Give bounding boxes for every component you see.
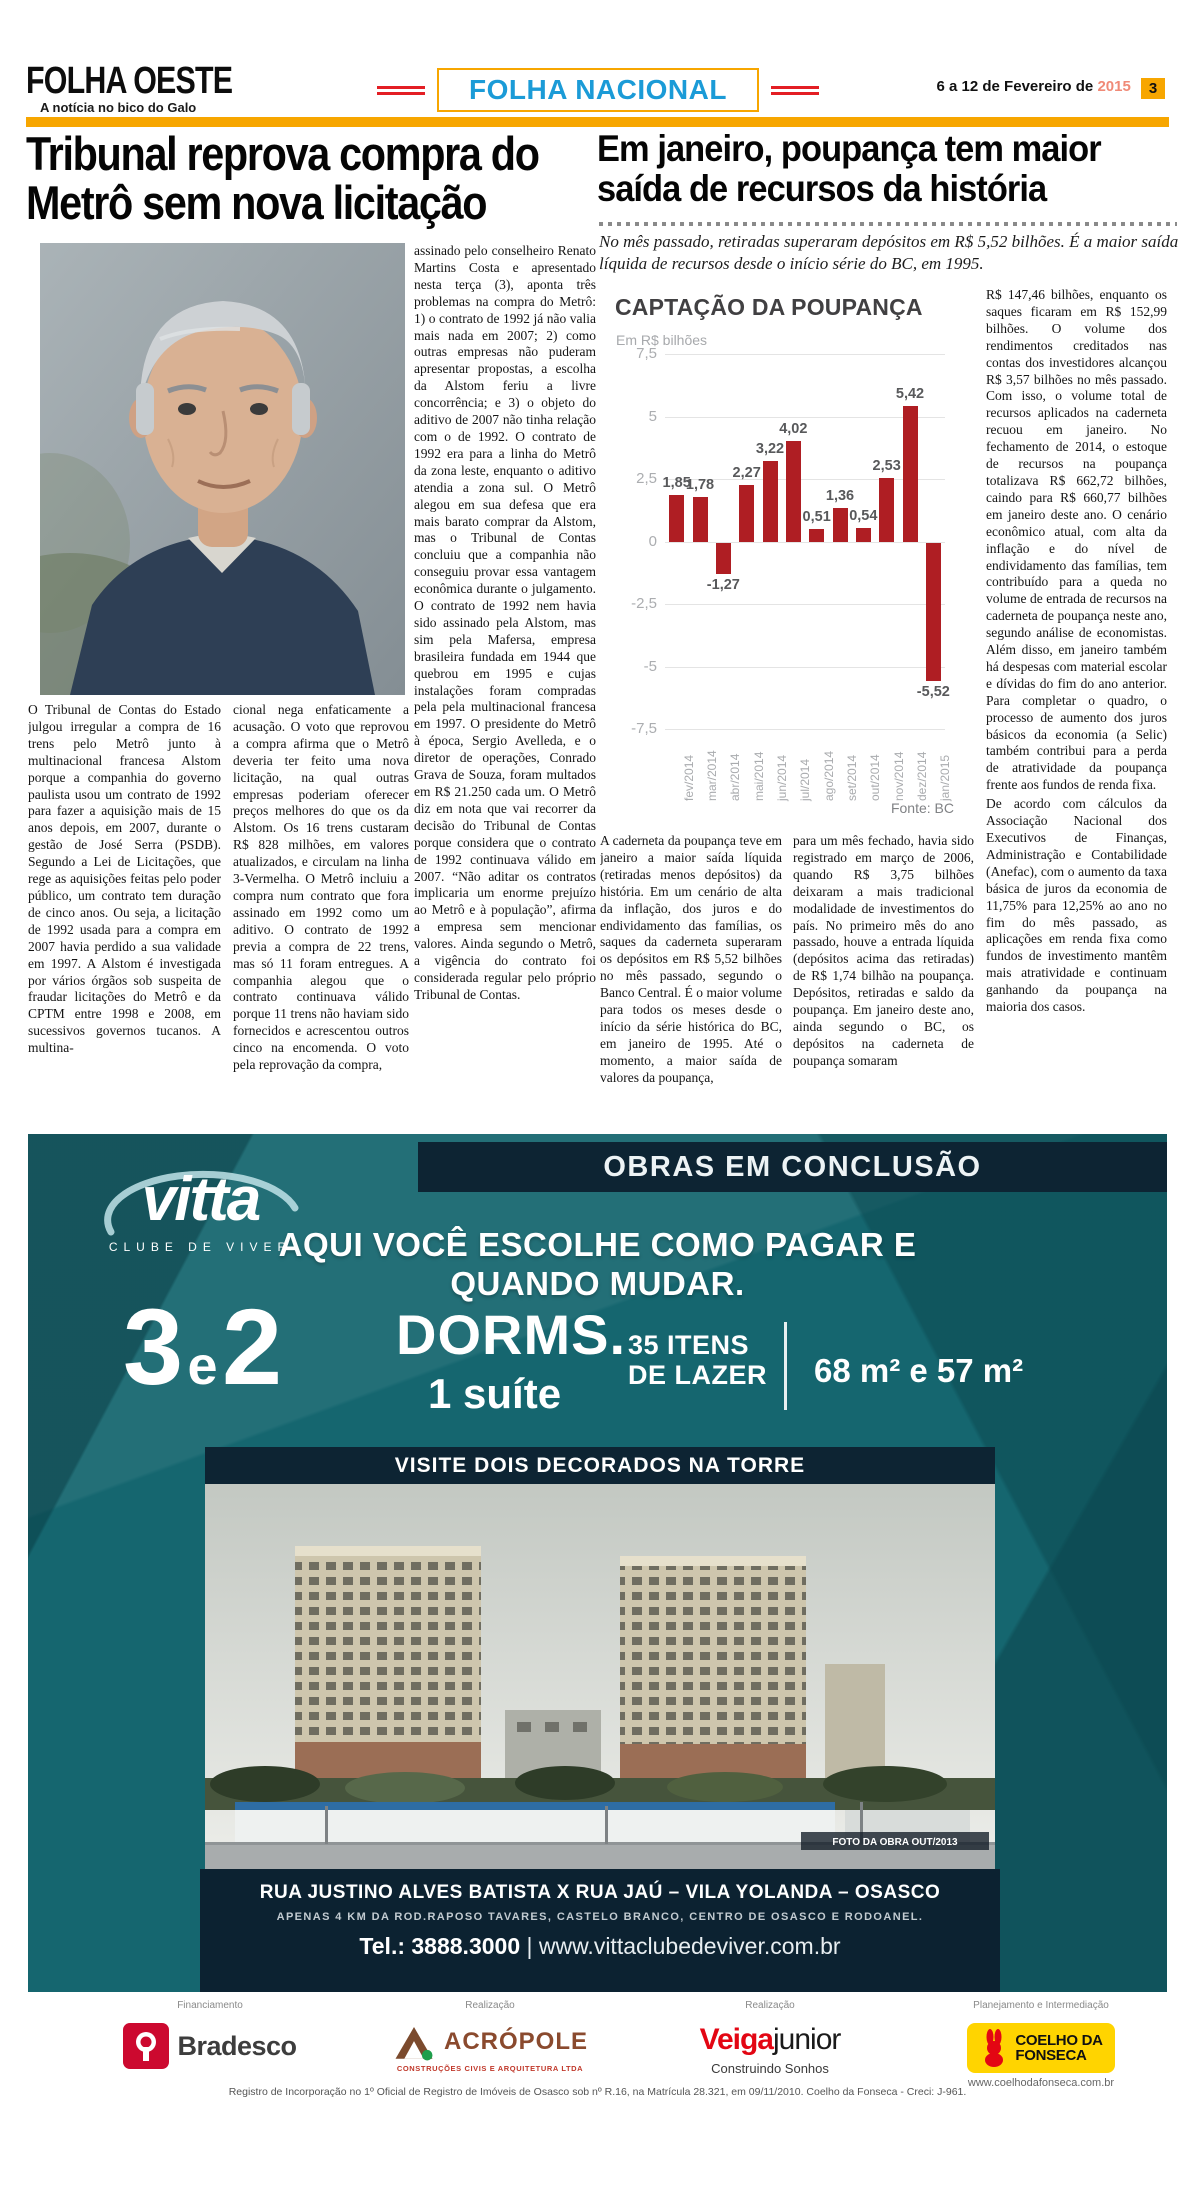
chart-xtick: jun/2014 <box>775 754 789 801</box>
veiga-name-rest: junior <box>773 2023 841 2056</box>
chart-value-label: 3,22 <box>755 441 785 457</box>
chart-value-label: 4,02 <box>779 421 808 437</box>
right-article-column-3 <box>986 287 1167 1129</box>
vitta-brand-name: vitta <box>141 1165 260 1234</box>
left-article-column-1: O Tribunal de Contas do Estado julgou irregular a compra de 16 trens pelo Metrô junto à multinacional francesa Alstom porque a companhia do governo paulista usou um contrato de 1992 para fazer a aquisição mais de 15 anos depois, em 2007, durante o gestão de José Serra (PSDB). Segundo a Lei de Licitações, que rege as aquisições feitas pelo poder público, um contrato tem duração de cinco anos. Ou seja, a licitação de 1992 usada para a compra em 2007 havia perdido a sua validade em 1997. A Alstom é investigada por vários órgãos sob suspeita de fraudar licitações do Metrô e da CPTM entre 1998 e 2008, em sucessivos governos tucanos. A multina- <box>28 702 221 1056</box>
ad-top-banner <box>418 1142 1167 1192</box>
unit-areas: 68 m² e 57 m² <box>814 1352 1024 1389</box>
chart-xtick: fev/2014 <box>681 754 696 801</box>
bradesco-logo-icon <box>123 2023 169 2069</box>
veiga-sub: Construindo Sonhos <box>711 2061 829 2076</box>
dorms-and: e <box>187 1336 218 1396</box>
leisure-items-line1: 35 ITENS <box>628 1330 750 1360</box>
chart-value-label: 1,78 <box>685 477 715 493</box>
chart-bar-dez/2014 <box>903 406 918 542</box>
right-article-col3-p2: De acordo com cálculos da Associação Nacional dos Executivos de Finanças, Administração e Contabilidade (Anefac), com o aumento da taxa básica de juros da economia de 11,75% para 12,25% ao ano no fim do mês passado, as aplicações em renda fixa como fundos de investimento mantêm mais atratividade e continuam ganhando da poupança na maioria dos casos. <box>986 796 1167 1015</box>
masthead-tagline: A notícia no bico do Galo <box>40 100 197 115</box>
ad-separator: | <box>526 1933 533 1959</box>
partner-label: Planejamento e Intermediação <box>973 2000 1109 2011</box>
ad-phone: Tel.: 3888.3000 <box>359 1933 521 1959</box>
chart-value-label: 2,27 <box>732 464 761 481</box>
chart-value-label: 5,42 <box>895 386 925 402</box>
coelho-sub: www.coelhodafonseca.com.br <box>967 2077 1115 2089</box>
section-title: FOLHA NACIONAL <box>437 68 759 112</box>
left-article-column-2: cional nega enfaticamente a acusação. O voto que reprovou a compra afirma que o Metrô deveria ter feito uma nova licitação, na qual outras empresas poderiam oferecer preços melhores do que os da Alstom. Os 16 trens custaram R$ 828 milhões, em valores atualizados, e circulam na linha 3-Vermelha. O Metrô incluiu a compra num contrato que fora assinado em 1992 como um aditivo. O contrato de 1992 previa a compra de 22 trens, mas só 11 foram entregues. A companhia alegou que o contrato continuava válido porque 11 trens não haviam sido fornecidos e acrescentou outros cinco na encomenda. O voto pela reprovação da compra, <box>233 702 409 1073</box>
chart-gridline <box>665 354 945 355</box>
bradesco-name: Bradesco <box>177 2030 297 2061</box>
visit-banner: VISITE DOIS DECORADOS NA TORRE <box>205 1447 995 1484</box>
chart-subtitle: Em R$ bilhões <box>616 332 708 348</box>
legal-registration-text: Registro de Incorporação no 1º Oficial de Registro de Imóveis de Osasco sob nº R.16, na Matrícula 28.321, em 09/11/2010. Coelho da Fonseca - Creci: J-961. <box>228 2086 967 2098</box>
veiga-name-accent: Veiga <box>699 2023 773 2056</box>
dorms-numbers <box>123 1286 283 1432</box>
dorms-suite: 1 suíte <box>428 1370 562 1417</box>
chart-bar-fev/2014 <box>669 495 684 541</box>
chart-value-label: 0,51 <box>802 508 831 525</box>
date-text: 6 a 12 de Fevereiro de <box>936 78 1094 95</box>
partner-veiga <box>650 2000 890 2076</box>
page-number: 3 <box>1141 78 1165 99</box>
chart-value-label: -5,52 <box>916 683 950 700</box>
spec-divider <box>784 1322 787 1410</box>
coelho-name <box>1015 2033 1102 2063</box>
coelho-logo-box <box>967 2023 1114 2073</box>
ad-address-sub: APENAS 4 KM DA ROD.RAPOSO TAVARES, CASTELO BRANCO, CENTRO DE OSASCO E RODOANEL. <box>276 1911 924 1923</box>
chart-xtick: mai/2014 <box>751 751 766 801</box>
chart-xtick: nov/2014 <box>891 751 906 801</box>
chart-bar-jun/2014 <box>763 461 778 542</box>
leisure-items <box>628 1330 767 1390</box>
ad-website: www.vittaclubedeviver.com.br <box>538 1933 841 1959</box>
chart-xtick: set/2014 <box>845 754 859 801</box>
building-photo-image <box>205 1484 995 1869</box>
chart-title: CAPTAÇÃO DA POUPANÇA <box>615 294 923 320</box>
dotted-rule <box>599 222 1177 226</box>
left-article-headline: Tribunal reprova compra do Metrô sem nova licitação <box>26 127 539 229</box>
leisure-items-line2: DE LAZER <box>628 1360 767 1390</box>
portrait-photo-image <box>40 243 405 695</box>
dorms-count-1: 3 <box>123 1286 184 1407</box>
chart-ytick: -2,5 <box>631 595 657 612</box>
ad-address-bar <box>200 1869 1000 1992</box>
dorms-count-2: 2 <box>222 1286 283 1407</box>
ad-banner-text: OBRAS EM CONCLUSÃO <box>603 1151 982 1183</box>
edition-date <box>937 78 1165 99</box>
chart-xtick: out/2014 <box>868 754 883 801</box>
ad-specs-row <box>28 1286 1167 1444</box>
right-article-headline: Em janeiro, poupança tem maior saída de recursos da história <box>597 128 1101 209</box>
savings-chart <box>597 288 982 830</box>
right-article-column-2: para um mês fechado, havia sido registrado em março de 2006, quando R$ 3,75 bilhões deixaram a mais tradicional modalidade de investimentos do país. No primeiro mês do ano passado, houve a entrada líquida (depósitos acima das retiradas) de R$ 1,74 bilhão na poupança. Depósitos, retiradas e saldo da poupança. Em janeiro deste ano, ainda segundo o BC, os depósitos na caderneta de poupança somaram <box>793 833 974 1068</box>
partner-label: Financiamento <box>177 2000 243 2011</box>
dorms-label: DORMS. <box>396 1303 626 1366</box>
partner-acropole <box>370 2000 610 2073</box>
right-article-deck: No mês passado, retiradas superaram depósitos em R$ 5,52 bilhões. É a maior saída líquida de recursos desde o início série do BC, em 1995. <box>599 232 1179 273</box>
chart-bar-mar/2014 <box>693 497 708 542</box>
chart-ytick: 5 <box>648 407 657 425</box>
chart-plot-area <box>662 354 953 801</box>
chart-gridline <box>665 604 945 605</box>
vitta-advertisement <box>28 1134 1167 1992</box>
chart-bar-jan/2015 <box>926 543 941 681</box>
partner-coelho <box>925 2000 1157 2089</box>
vitta-brand-sub: CLUBE DE VIVER <box>108 1240 293 1254</box>
chart-xtick: ago/2014 <box>821 750 836 801</box>
ad-headline-line2: QUANDO MUDAR. <box>450 1265 745 1302</box>
partner-bradesco <box>90 2000 330 2069</box>
chart-ytick: 7,5 <box>636 345 657 362</box>
double-rule-icon <box>377 86 425 95</box>
chart-xtick: jul/2014 <box>798 758 813 801</box>
coelho-name-line1: COELHO DA <box>1015 2032 1103 2049</box>
chart-bar-jul/2014 <box>786 441 801 542</box>
chart-ytick: 2,5 <box>636 470 657 487</box>
chart-bar-abr/2014 <box>716 543 731 575</box>
chart-gridline <box>665 729 945 730</box>
left-article-column-3: assinado pelo conselheiro Renato Martins Costa e apresentado nesta terça (3), aponta três problemas na compra do Metrô: 1) o contrato de 1992 já não valia mais nada em 2007; 2) como outras empresas não puderam apresentar propostas, a escolha da Alstom feriu a livre concorrência; e 3) o objeto do aditivo de 2007 não tinha relação com o de 1992. O contrato de 1992 era para a linha do Metrô da zona leste, enquanto o aditivo atendia a zona sul. O Metrô alegou em sua defesa que era mais barato comprar da Alstom, mas o Tribunal de Contas concluiu que a companhia não conseguiu provar essa vantagem econômica durante o julgamento. O contrato de 1992 nem havia sido assinado pela Alstom, mas sim pela Mafersa, empresa brasileira fundada em 1944 que quebrou em 1995 e cujas instalações foram compradas pela pela multinacional francesa em 1997. O presidente do Metrô à época, Sergio Avelleda, e o diretor de operações, Conrado Grava de Souza, foram multados em R$ 21.250 cada um. O Metrô diz em nota que vai recorrer da decisão do Tribunal de Contas porque considera que o contrato de 1992 continuava válido em 2007. “Não aditar os contratos implicaria um enorme prejuízo ao Metrô e à população”, afirma a empresa sem mencionar valores. Ainda segundo o Metrô, a vigência do contrato foi considerada regular pelo próprio Tribunal de Contas. <box>414 243 596 1002</box>
chart-value-label: -1,27 <box>706 577 740 594</box>
right-article-column-1: A caderneta da poupança teve em janeiro a maior saída líquida (retiradas menos depósitos) da história. Em um cenário de alta da inflação, dos juros e do endividamento das famílias, os saques da caderneta superaram os depósitos em R$ 5,52 bilhões no mês passado, segundo o Banco Central. É o maior volume para todos os meses desde o início da série histórica do BC, em janeiro de 1995. Até o momento, a maior saída de valores da poupança, <box>600 833 782 1085</box>
chart-value-label: 2,53 <box>872 458 901 475</box>
chart-bar-nov/2014 <box>879 478 894 541</box>
chart-xtick: jan/2015 <box>938 754 953 801</box>
partner-label: Realização <box>745 2000 795 2011</box>
header-rule <box>26 117 1169 127</box>
acropole-name: ACRÓPOLE <box>443 2028 588 2055</box>
double-rule-icon <box>771 86 819 95</box>
ad-headline-line1: AQUI VOCÊ ESCOLHE COMO PAGAR E <box>278 1226 917 1263</box>
chart-xtick: abr/2014 <box>728 753 743 801</box>
ad-address: RUA JUSTINO ALVES BATISTA X RUA JAÚ – VILA YOLANDA – OSASCO <box>259 1882 941 1903</box>
right-article-col3-p1: R$ 147,46 bilhões, enquanto os saques ficaram em R$ 152,99 bilhões. O volume dos rendimentos creditados nas contas dos investidores alcançou R$ 3,57 bilhões no mês passado. Com isso, o volume total de recursos aplicados na caderneta recuou em janeiro. No fechamento de 2014, o estoque de recursos na poupança totalizava R$ 662,72 bilhões, caindo para R$ 660,77 bilhões em janeiro deste ano. O cenário econômico atual, com alta da inflação e do nível de endividamento das famílias, tem contribuído para a queda no volume de entrada de recursos na caderneta de poupança neste ano, segundo análise de economistas. Além disso, em janeiro também há despesas com material escolar e dívidas do fim do ano anterior. Para completar o quadro, o processo de aumento dos juros básicos da economia (a Selic) também contribui para a perda de atratividade da poupança frente aos fundos de renda fixa. <box>986 287 1167 793</box>
chart-gridline <box>665 542 945 543</box>
chart-ytick: -7,5 <box>631 720 657 737</box>
chart-gridline <box>665 667 945 668</box>
chart-value-label: 0,54 <box>849 508 878 524</box>
acropole-logo-icon <box>392 2023 436 2061</box>
chart-xtick: dez/2014 <box>915 751 929 801</box>
date-year: 2015 <box>1097 78 1131 95</box>
chart-bar-ago/2014 <box>809 529 824 542</box>
chart-ytick: 0 <box>648 532 657 550</box>
masthead-title: FOLHA OESTE <box>26 60 233 102</box>
chart-value-label: 1,85 <box>662 475 691 492</box>
ad-contact <box>200 1933 1000 1960</box>
chart-bar-mai/2014 <box>739 485 754 542</box>
chart-bar-out/2014 <box>856 528 871 542</box>
chart-ytick: -5 <box>643 657 657 675</box>
photo-credit: FOTO DA OBRA OUT/2013 <box>832 1837 958 1848</box>
chart-xtick: mar/2014 <box>705 750 719 801</box>
acropole-sub: CONSTRUÇÕES CIVIS E ARQUITETURA LTDA <box>396 2064 584 2073</box>
coelho-name-line2: FONSECA <box>1015 2047 1087 2064</box>
chart-source: Fonte: BC <box>890 800 954 816</box>
chart-value-label: 1,36 <box>825 487 855 504</box>
partner-label: Realização <box>465 2000 515 2011</box>
coelho-rabbit-icon <box>979 2029 1009 2067</box>
